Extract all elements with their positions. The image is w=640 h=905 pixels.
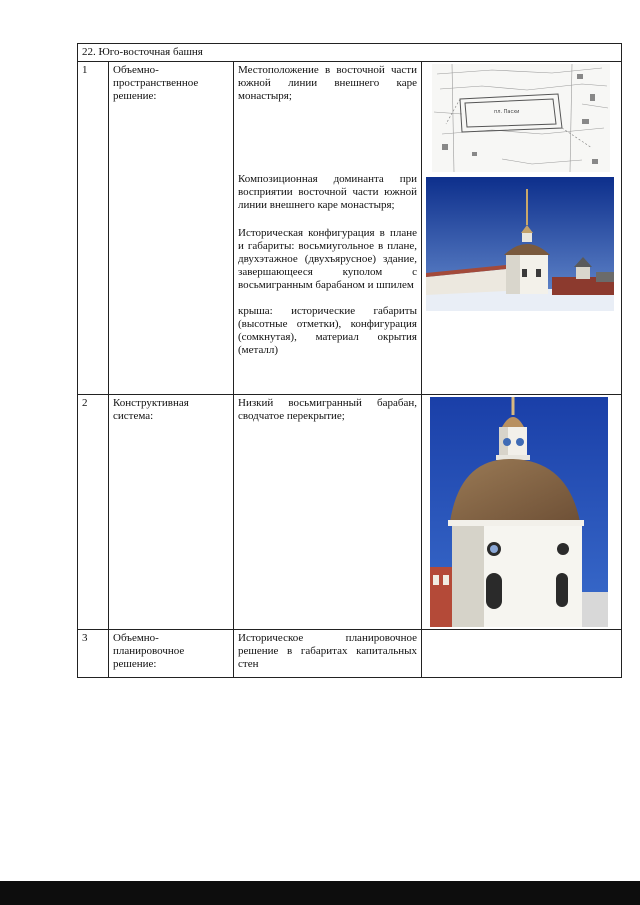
row-name: Объемно-пространственное решение: [109,62,234,395]
row-description [234,62,422,395]
row-images [422,62,622,395]
row-images [422,630,622,678]
row-number: 2 [78,395,109,630]
description-paragraph: Историческая конфигурация в плане и габариты: восьмиугольное в плане, двухэтажное (двухъярусное) здание, завершающееся куполом с восьмигранным барабаном и шпилем [238,227,417,291]
section-title: 22. Юго-восточная башня [78,44,622,62]
table-header-row [78,44,622,62]
row-images [422,395,622,630]
description-paragraph: Местоположение в восточной части южной линии внешнего каре монастыря; [238,64,417,102]
table-row [78,62,622,395]
characteristics-table [77,43,622,678]
row-name: Объемно-планировочное решение: [109,630,234,678]
row-number: 1 [78,62,109,395]
dome-photo [430,397,608,627]
scan-edge-bar [0,881,640,905]
table-row [78,630,622,678]
row-description [234,630,422,678]
description-paragraph: Историческое планировочное решение в габаритах капитальных стен [238,632,417,670]
row-description [234,395,422,630]
description-paragraph: Низкий восьмигранный барабан, сводчатое перекрытие; [238,397,417,422]
row-number: 3 [78,630,109,678]
tower-photo [426,177,614,311]
description-paragraph: крыша: исторические габариты (высотные отметки), конфигурация (сомкнутая), материал окрытия (металл) [238,305,417,356]
site-plan-image [432,64,610,172]
map-label: пл. Пасхи [494,109,520,115]
description-paragraph: Композиционная доминанта при восприятии восточной части южной линии внешнего каре монастыря; [238,173,417,211]
row-name: Конструктивная система: [109,395,234,630]
table-row [78,395,622,630]
